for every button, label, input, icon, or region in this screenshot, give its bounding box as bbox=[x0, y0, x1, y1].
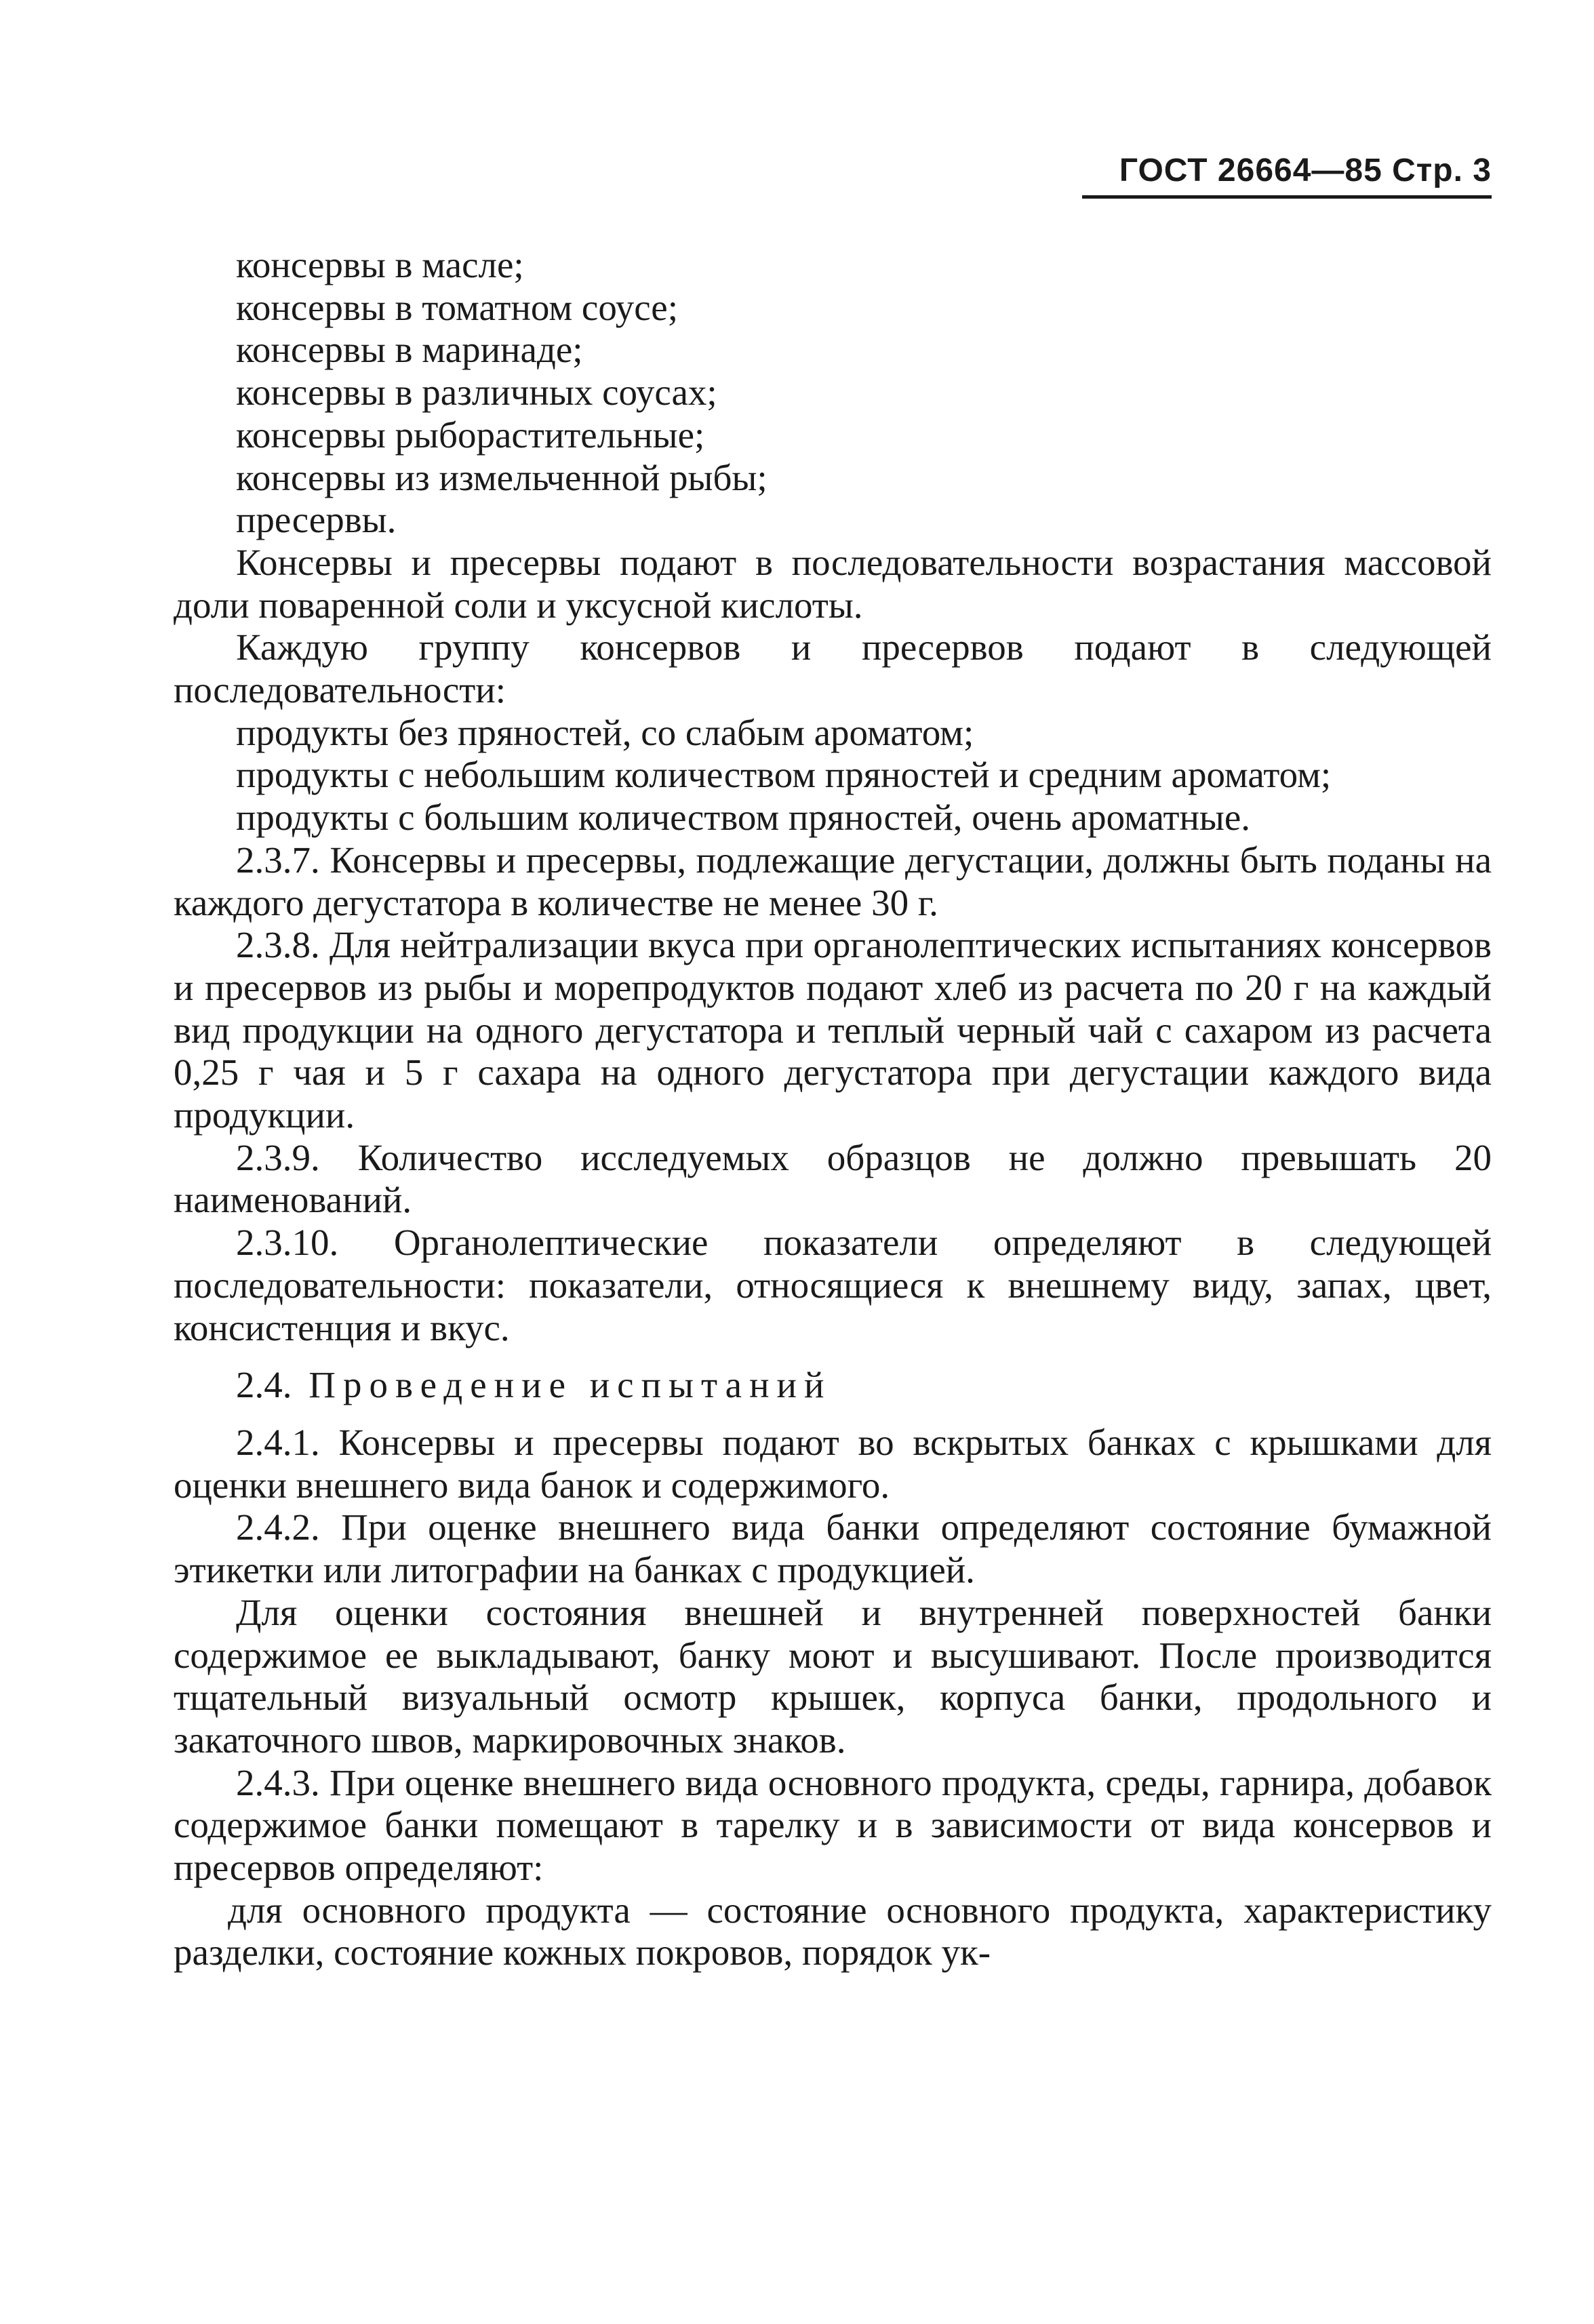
paragraph: продукты с небольшим количеством пряностей и средним ароматом; bbox=[236, 754, 1332, 796]
page-header: ГОСТ 26664—85 Стр. 3 bbox=[1119, 153, 1492, 188]
paragraph: Для оценки состояния внешней и внутренней поверхностей банки содержимое ее выкладывают, банку моют и высушивают. После производится тщательный визуальный осмотр крышек, корпуса банки, продольного и закаточного швов, маркировочных знаков. bbox=[174, 1591, 1492, 1761]
section-number: 2.4. bbox=[236, 1364, 292, 1406]
list-item: консервы в различных соусах; bbox=[236, 372, 717, 414]
section-heading bbox=[174, 1364, 1492, 1407]
header-rule bbox=[1082, 195, 1492, 199]
document-body bbox=[174, 244, 1492, 1974]
list-item: консервы из измельченной рыбы; bbox=[236, 456, 768, 498]
clause-2-4-1: 2.4.1. Консервы и пресервы подают во вскрытых банках с крышками для оценки внешнего вида банок и содержимого. bbox=[174, 1421, 1492, 1506]
clause-2-4-2: 2.4.2. При оценке внешнего вида банки определяют состояние бумажной этикетки или литографии на банках с продукцией. bbox=[174, 1506, 1492, 1591]
list-item: консервы рыборастительные; bbox=[236, 414, 705, 456]
list-item: пресервы. bbox=[236, 499, 397, 541]
clause-2-3-10: 2.3.10. Органолептические показатели определяют в следующей последовательности: показатели, относящиеся к внешнему виду, запах, цвет, консистенция и вкус. bbox=[174, 1222, 1492, 1348]
clause-2-3-8: 2.3.8. Для нейтрализации вкуса при органолептических испытаниях консервов и пресервов из рыбы и морепродуктов подают хлеб из расчета по 20 г на каждый вид продукции на одного дегустатора и теплый черный чай с сахаром из расчета 0,25 г чая и 5 г сахара на одного дегустатора при дегустации каждого вида продукции. bbox=[174, 924, 1492, 1136]
clause-2-3-9: 2.3.9. Количество исследуемых образцов не должно превышать 20 наименований. bbox=[174, 1136, 1492, 1221]
clause-2-3-7: 2.3.7. Консервы и пресервы, подлежащие дегустации, должны быть поданы на каждого дегустатора в количестве не менее 30 г. bbox=[174, 839, 1492, 923]
paragraph: продукты с большим количеством пряностей, очень ароматные. bbox=[236, 797, 1251, 839]
paragraph: для основного продукта — состояние основного продукта, характеристику разделки, состояние кожных покровов, порядок ук- bbox=[174, 1889, 1492, 1974]
paragraph: Консервы и пресервы подают в последовательности возрастания массовой доли поваренной соли и уксусной кислоты. bbox=[174, 541, 1492, 626]
paragraph: продукты без пряностей, со слабым ароматом; bbox=[236, 711, 974, 753]
paragraph: Каждую группу консервов и пресервов подают в следующей последовательности: bbox=[174, 626, 1492, 711]
section-title: Проведение испытаний bbox=[308, 1364, 832, 1406]
list-item: консервы в томатном соусе; bbox=[236, 286, 678, 328]
clause-2-4-3: 2.4.3. При оценке внешнего вида основного продукта, среды, гарнира, добавок содержимое банки помещают в тарелку и в зависимости от вида консервов и пресервов определяют: bbox=[174, 1761, 1492, 1889]
list-item: консервы в маринаде; bbox=[236, 329, 583, 371]
list-item: консервы в масле; bbox=[236, 244, 524, 285]
